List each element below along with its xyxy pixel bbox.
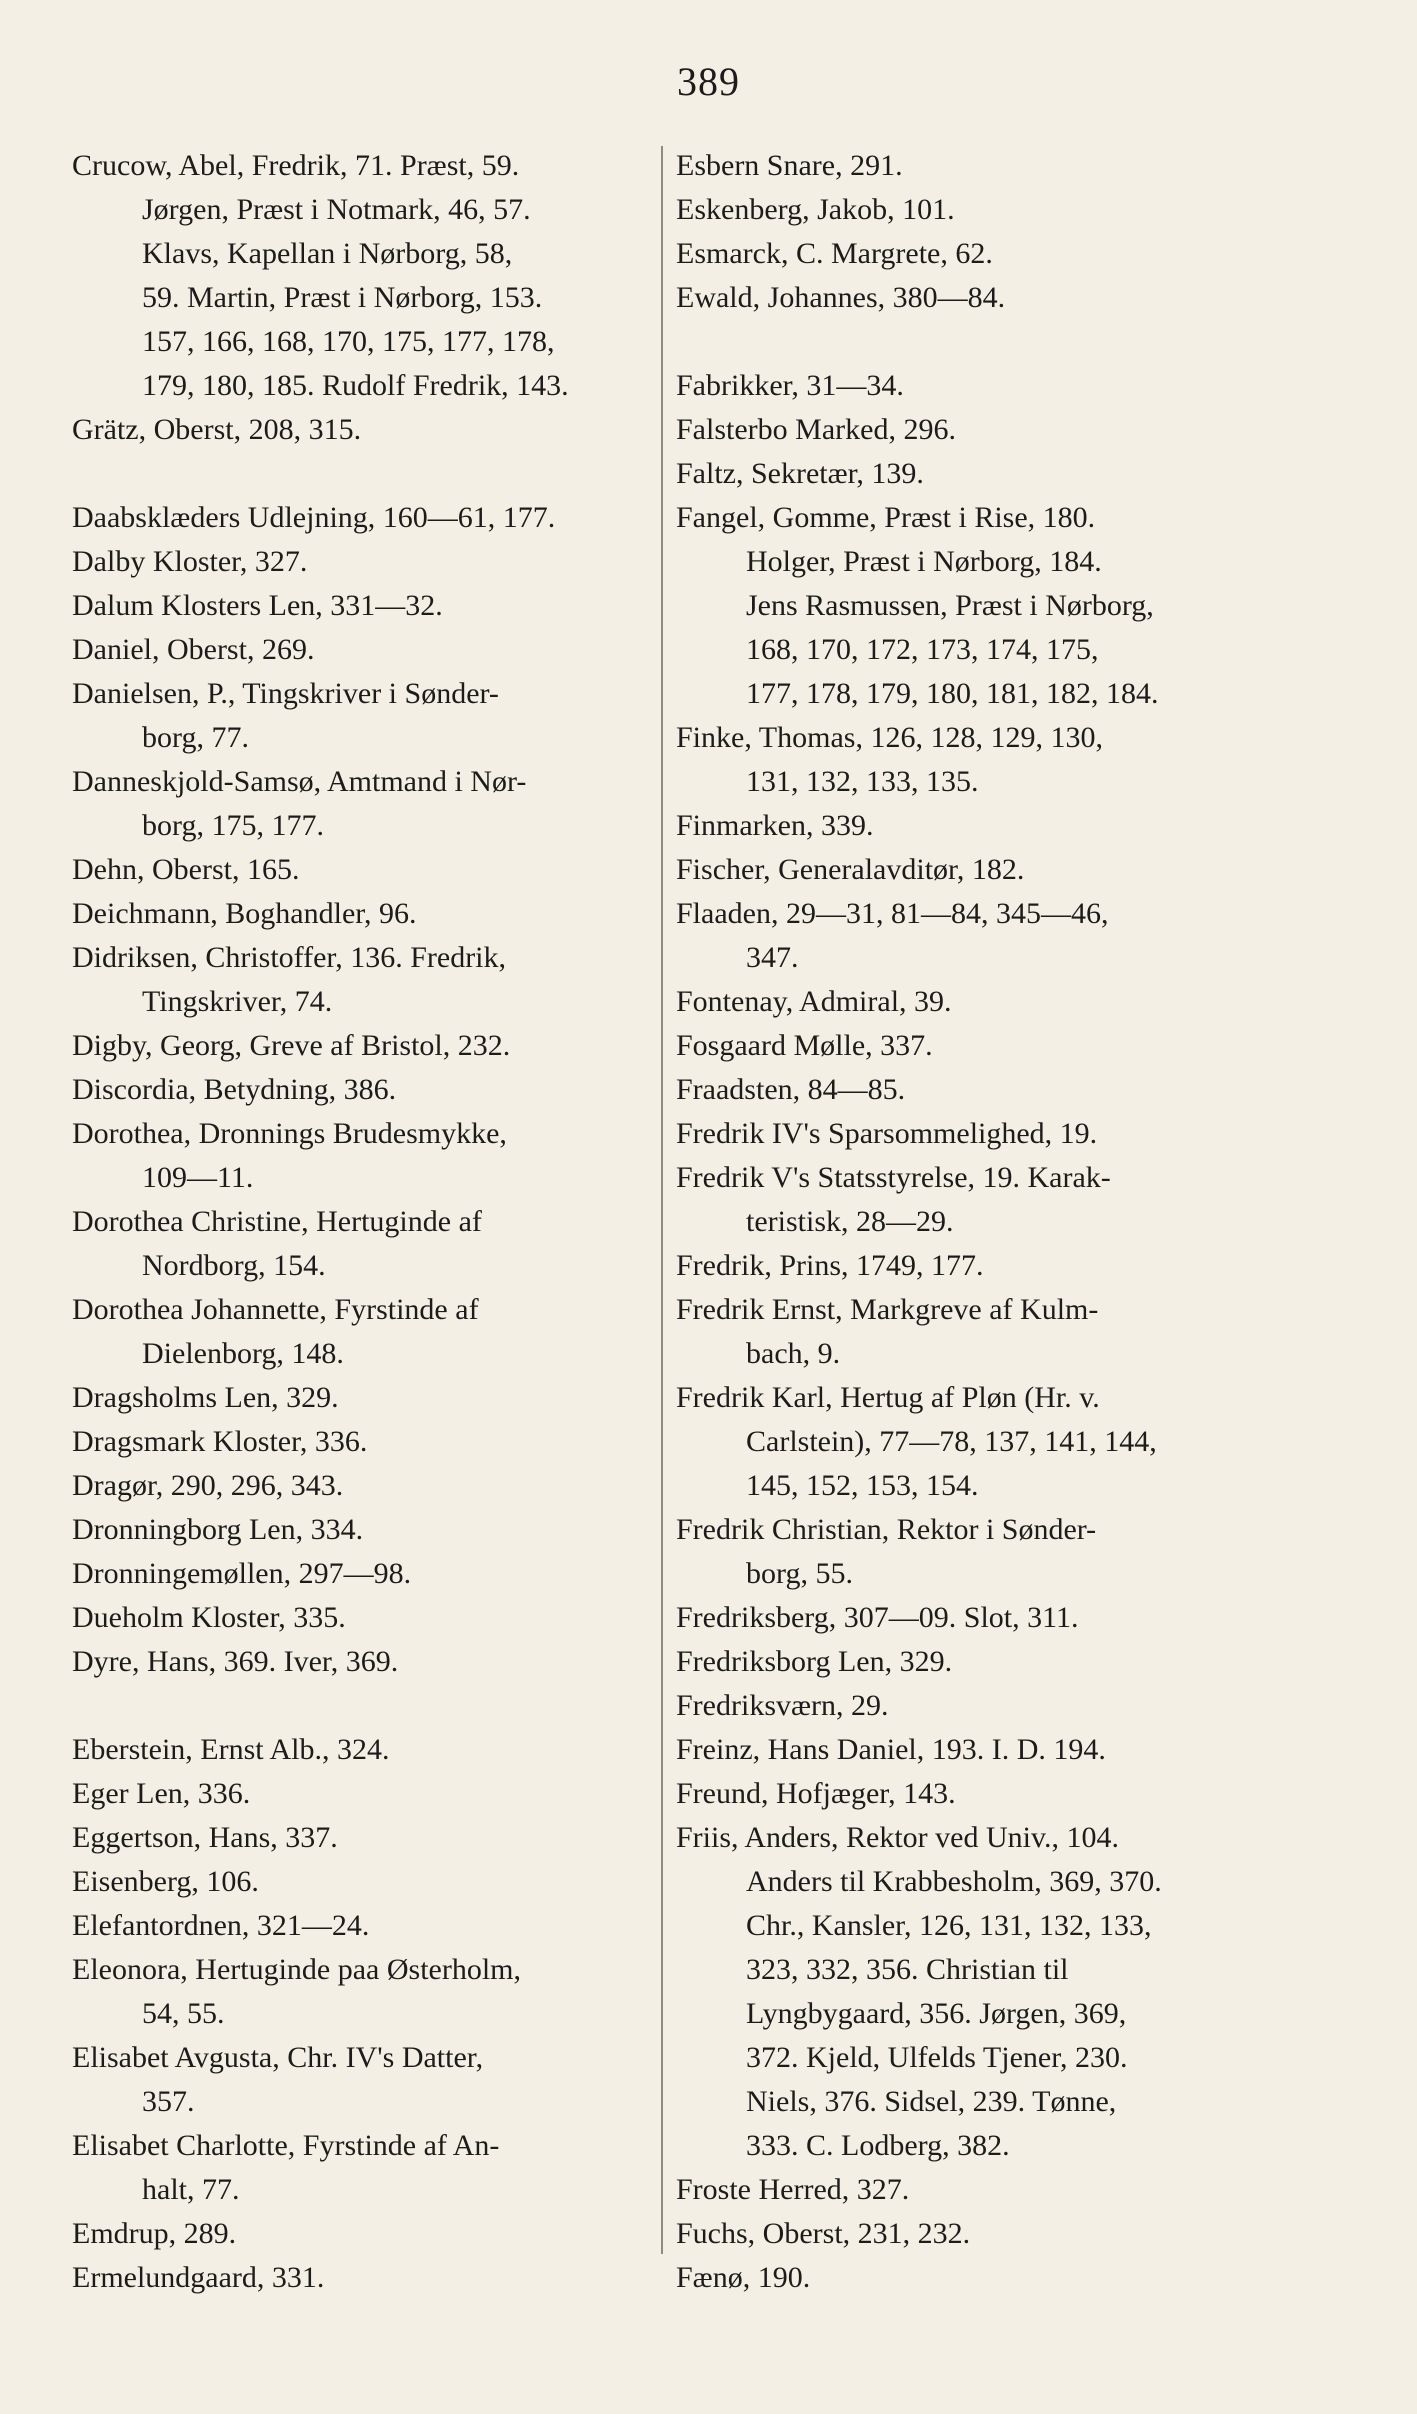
index-entry: [676, 1156, 1246, 1244]
index-entry: [72, 1640, 652, 1684]
entry-continuation-line: 54, 55.: [142, 1997, 225, 2030]
entry-line: Fredriksværn, 29.: [676, 1689, 889, 1722]
index-entry: [676, 1640, 1246, 1684]
index-entry: [72, 892, 652, 936]
index-entry: [676, 452, 1246, 496]
entry-line: Finmarken, 339.: [676, 809, 874, 842]
index-entry: [72, 848, 652, 892]
index-entry: [72, 540, 652, 584]
entry-line: Fredrik Ernst, Markgreve af Kulm-: [676, 1293, 1099, 1326]
entry-line: Danneskjold-Samsø, Amtmand i Nør-: [72, 765, 527, 798]
entry-continuation-line: Holger, Præst i Nørborg, 184.: [746, 545, 1102, 578]
index-entry: [72, 1948, 652, 2036]
entry-line: Dorothea Johannette, Fyrstinde af: [72, 1293, 479, 1326]
entry-line: Eleonora, Hertuginde paa Østerholm,: [72, 1953, 522, 1986]
entry-line: Fredrik Karl, Hertug af Pløn (Hr. v.: [676, 1381, 1100, 1414]
entry-line: Fosgaard Mølle, 337.: [676, 1029, 933, 1062]
entry-continuation-line: borg, 175, 177.: [142, 809, 324, 842]
index-entry: [676, 496, 1246, 716]
entry-continuation-line: bach, 9.: [746, 1337, 841, 1370]
entry-line: Fredrik Christian, Rektor i Sønder-: [676, 1513, 1097, 1546]
index-entry: [676, 892, 1246, 980]
entry-line: Fabrikker, 31—34.: [676, 369, 904, 402]
entry-line: Grätz, Oberst, 208, 315.: [72, 413, 362, 446]
entry-continuation-line: 179, 180, 185. Rudolf Fredrik, 143.: [142, 369, 569, 402]
entry-continuation-line: 177, 178, 179, 180, 181, 182, 184.: [746, 677, 1159, 710]
index-entry: [676, 1112, 1246, 1156]
entry-continuation-line: Tingskriver, 74.: [142, 985, 333, 1018]
entry-continuation-line: Jørgen, Præst i Notmark, 46, 57.: [142, 193, 531, 226]
entry-line: Didriksen, Christoffer, 136. Fredrik,: [72, 941, 507, 974]
entry-line: Eskenberg, Jakob, 101.: [676, 193, 955, 226]
entry-line: Daniel, Oberst, 269.: [72, 633, 315, 666]
index-entry: [72, 1728, 652, 1772]
index-entry: [676, 1024, 1246, 1068]
entry-line: Digby, Georg, Greve af Bristol, 232.: [72, 1029, 511, 1062]
index-entry: [72, 1508, 652, 1552]
index-entry: [72, 2256, 652, 2300]
entry-line: Dorothea, Dronnings Brudesmykke,: [72, 1117, 507, 1150]
index-entry: [72, 1112, 652, 1200]
entry-continuation-line: 131, 132, 133, 135.: [746, 765, 979, 798]
entry-line: Falsterbo Marked, 296.: [676, 413, 956, 446]
entry-continuation-line: 347.: [746, 941, 799, 974]
entry-line: Eggertson, Hans, 337.: [72, 1821, 338, 1854]
entry-line: Fænø, 190.: [676, 2261, 811, 2294]
entry-continuation-line: 109—11.: [142, 1161, 254, 1194]
entry-line: Fuchs, Oberst, 231, 232.: [676, 2217, 971, 2250]
entry-line: Discordia, Betydning, 386.: [72, 1073, 397, 1106]
entry-continuation-line: 357.: [142, 2085, 195, 2118]
index-entry: [72, 936, 652, 1024]
index-entry: [676, 804, 1246, 848]
entry-line: Fischer, Generalavditør, 182.: [676, 853, 1025, 886]
index-entry: [72, 1420, 652, 1464]
entry-line: Dalby Kloster, 327.: [72, 545, 308, 578]
entry-line: Emdrup, 289.: [72, 2217, 237, 2250]
entry-line: Finke, Thomas, 126, 128, 129, 130,: [676, 721, 1103, 754]
entry-line: Danielsen, P., Tingskriver i Sønder-: [72, 677, 499, 710]
index-entry: [676, 1772, 1246, 1816]
index-entry: [72, 408, 652, 452]
section-gap: [72, 1684, 652, 1728]
index-entry: [72, 1552, 652, 1596]
entry-continuation-line: Dielenborg, 148.: [142, 1337, 344, 1370]
entry-line: Flaaden, 29—31, 81—84, 345—46,: [676, 897, 1109, 930]
index-entry: [676, 2168, 1246, 2212]
index-entry: [72, 1904, 652, 1948]
index-entry: [72, 496, 652, 540]
entry-line: Friis, Anders, Rektor ved Univ., 104.: [676, 1821, 1120, 1854]
index-entry: [676, 276, 1246, 320]
entry-line: Froste Herred, 327.: [676, 2173, 910, 2206]
entry-line: Elisabet Charlotte, Fyrstinde af An-: [72, 2129, 500, 2162]
entry-continuation-line: 59. Martin, Præst i Nørborg, 153.: [142, 281, 543, 314]
index-entry: [676, 716, 1246, 804]
entry-line: Dueholm Kloster, 335.: [72, 1601, 346, 1634]
index-entry: [72, 2036, 652, 2124]
index-entry: [676, 188, 1246, 232]
entry-continuation-line: 372. Kjeld, Ulfelds Tjener, 230.: [746, 2041, 1128, 2074]
index-entry: [676, 1508, 1246, 1596]
entry-line: Dalum Klosters Len, 331—32.: [72, 589, 443, 622]
index-entry: [676, 1596, 1246, 1640]
entry-line: Freinz, Hans Daniel, 193. I. D. 194.: [676, 1733, 1106, 1766]
index-entry: [676, 1288, 1246, 1376]
index-entry: [676, 980, 1246, 1024]
index-entry: [676, 1244, 1246, 1288]
section-gap: [72, 452, 652, 496]
index-entry: [676, 2256, 1246, 2300]
entry-line: Dronningborg Len, 334.: [72, 1513, 364, 1546]
index-entry: [676, 1728, 1246, 1772]
entry-continuation-line: teristisk, 28—29.: [746, 1205, 954, 1238]
entry-line: Dyre, Hans, 369. Iver, 369.: [72, 1645, 399, 1678]
entry-continuation-line: 333. C. Lodberg, 382.: [746, 2129, 1010, 2162]
index-entry: [72, 1772, 652, 1816]
entry-continuation-line: borg, 55.: [746, 1557, 853, 1590]
entry-continuation-line: 157, 166, 168, 170, 175, 177, 178,: [142, 325, 555, 358]
entry-line: Dorothea Christine, Hertuginde af: [72, 1205, 482, 1238]
entry-line: Eisenberg, 106.: [72, 1865, 259, 1898]
entry-line: Deichmann, Boghandler, 96.: [72, 897, 417, 930]
entry-line: Elisabet Avgusta, Chr. IV's Datter,: [72, 2041, 484, 2074]
index-entry: [72, 672, 652, 760]
index-entry: [72, 1816, 652, 1860]
index-entry: [72, 1200, 652, 1288]
index-entry: [72, 1464, 652, 1508]
index-entry: [72, 628, 652, 672]
entry-line: Fredrik, Prins, 1749, 177.: [676, 1249, 984, 1282]
index-entry: [676, 848, 1246, 892]
entry-line: Eberstein, Ernst Alb., 324.: [72, 1733, 390, 1766]
entry-continuation-line: Lyngbygaard, 356. Jørgen, 369,: [746, 1997, 1127, 2030]
entry-line: Faltz, Sekretær, 139.: [676, 457, 924, 490]
entry-line: Ewald, Johannes, 380—84.: [676, 281, 1006, 314]
entry-line: Fredrik V's Statsstyrelse, 19. Karak-: [676, 1161, 1111, 1194]
entry-line: Fredrik IV's Sparsommelighed, 19.: [676, 1117, 1098, 1150]
entry-line: Dehn, Oberst, 165.: [72, 853, 300, 886]
entry-continuation-line: Carlstein), 77—78, 137, 141, 144,: [746, 1425, 1157, 1458]
entry-line: Esbern Snare, 291.: [676, 149, 903, 182]
entry-line: Daabsklæders Udlejning, 160—61, 177.: [72, 501, 556, 534]
entry-continuation-line: Klavs, Kapellan i Nørborg, 58,: [142, 237, 513, 270]
entry-line: Fredriksberg, 307—09. Slot, 311.: [676, 1601, 1079, 1634]
entry-continuation-line: Jens Rasmussen, Præst i Nørborg,: [746, 589, 1154, 622]
index-entry: [676, 408, 1246, 452]
index-entry: [72, 1068, 652, 1112]
entry-continuation-line: Anders til Krabbesholm, 369, 370.: [746, 1865, 1162, 1898]
entry-continuation-line: halt, 77.: [142, 2173, 240, 2206]
entry-line: Eger Len, 336.: [72, 1777, 251, 1810]
entry-line: Fangel, Gomme, Præst i Rise, 180.: [676, 501, 1096, 534]
index-entry: [676, 1376, 1246, 1508]
entry-line: Fontenay, Admiral, 39.: [676, 985, 952, 1018]
entry-line: Dragsholms Len, 329.: [72, 1381, 339, 1414]
index-entry: [72, 2212, 652, 2256]
right-column: [676, 144, 1246, 2300]
entry-line: Ermelundgaard, 331.: [72, 2261, 325, 2294]
index-entry: [676, 1684, 1246, 1728]
entry-line: Elefantordnen, 321—24.: [72, 1909, 370, 1942]
column-divider: [661, 146, 663, 2254]
entry-continuation-line: 168, 170, 172, 173, 174, 175,: [746, 633, 1099, 666]
entry-continuation-line: 145, 152, 153, 154.: [746, 1469, 979, 1502]
entry-line: Fraadsten, 84—85.: [676, 1073, 906, 1106]
entry-continuation-line: borg, 77.: [142, 721, 249, 754]
entry-line: Crucow, Abel, Fredrik, 71. Præst, 59.: [72, 149, 520, 182]
index-entry: [676, 232, 1246, 276]
index-entry: [72, 1024, 652, 1068]
entry-line: Fredriksborg Len, 329.: [676, 1645, 953, 1678]
entry-line: Dronningemøllen, 297—98.: [72, 1557, 412, 1590]
entry-line: Esmarck, C. Margrete, 62.: [676, 237, 993, 270]
index-entry: [72, 144, 652, 408]
index-entry: [72, 2124, 652, 2212]
entry-line: Dragør, 290, 296, 343.: [72, 1469, 344, 1502]
index-entry: [72, 760, 652, 848]
entry-line: Freund, Hofjæger, 143.: [676, 1777, 956, 1810]
index-entry: [72, 1376, 652, 1420]
index-entry: [676, 2212, 1246, 2256]
index-entry: [72, 1596, 652, 1640]
entry-continuation-line: Niels, 376. Sidsel, 239. Tønne,: [746, 2085, 1117, 2118]
index-entry: [676, 1816, 1246, 2168]
entry-continuation-line: 323, 332, 356. Christian til: [746, 1953, 1069, 1986]
entry-line: Dragsmark Kloster, 336.: [72, 1425, 368, 1458]
index-entry: [72, 1288, 652, 1376]
index-entry: [676, 364, 1246, 408]
entry-continuation-line: Chr., Kansler, 126, 131, 132, 133,: [746, 1909, 1152, 1942]
entry-continuation-line: Nordborg, 154.: [142, 1249, 326, 1282]
page-number: 389: [677, 59, 740, 104]
index-entry: [676, 144, 1246, 188]
index-entry: [676, 1068, 1246, 1112]
index-entry: [72, 584, 652, 628]
section-gap: [676, 320, 1246, 364]
index-entry: [72, 1860, 652, 1904]
left-column: [72, 144, 652, 2300]
